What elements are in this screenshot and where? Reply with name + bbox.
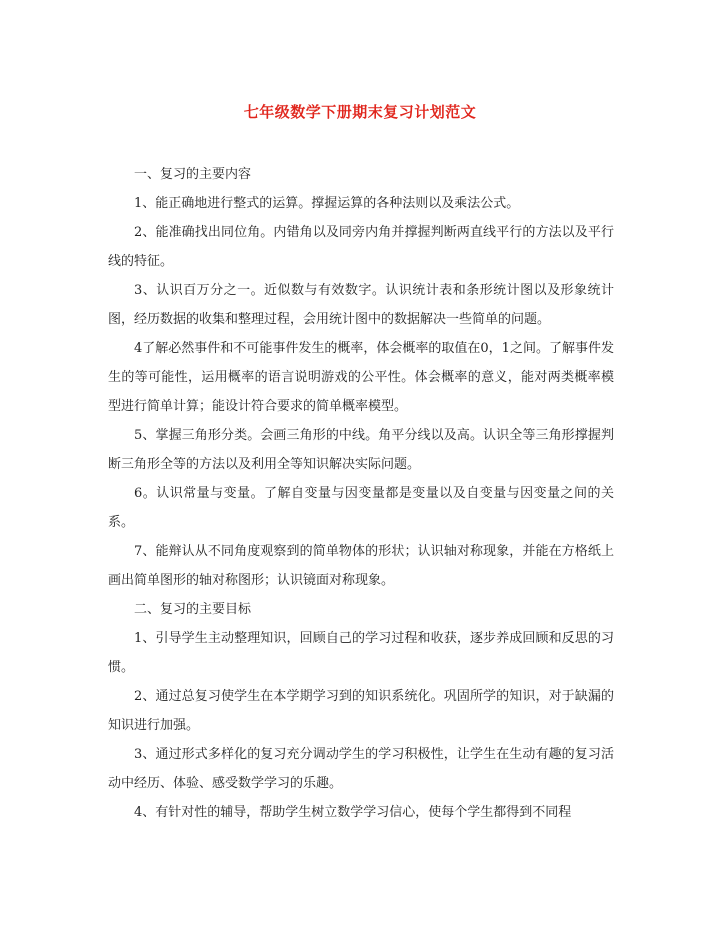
content-item-1: 1、能正确地进行整式的运算。撑握运算的各种法则以及乘法公式。 [134, 196, 520, 211]
content-item-7: 7、能辩认从不同角度观察到的简单物体的形状；认识轴对称现象，并能在方格纸上画出简单图形的轴对称图形；认识镜面对称现象。 [108, 544, 614, 588]
section-heading-goals: 二、复习的主要目标 [134, 602, 252, 617]
content-item-4: 4了解必然事件和不可能事件发生的概率，体会概率的取值在0，1之间。了解事件发生的等可能性，运用概率的语言说明游戏的公平性。体会概率的意义，能对两类概率模型进行简单计算；能设计符合要求的简单概率模型。 [108, 341, 614, 414]
document-title: 七年级数学下册期末复习计划范文 [243, 103, 477, 121]
goal-item-1: 1、引导学生主动整理知识，回顾自己的学习过程和收获，逐步养成回顾和反思的习惯。 [108, 631, 614, 675]
content-item-5: 5、掌握三角形分类。会画三角形的中线。角平分线以及高。认识全等三角形撑握判断三角形全等的方法以及利用全等知识解决实际问题。 [108, 428, 614, 472]
content-item-2: 2、能准确找出同位角。内错角以及同旁内角并撑握判断两直线平行的方法以及平行线的特征。 [108, 225, 614, 269]
document-body [108, 160, 614, 827]
content-item-3: 3、认识百万分之一。近似数与有效数字。认识统计表和条形统计图以及形象统计图，经历数据的收集和整理过程，会用统计图中的数据解决一些简单的问题。 [108, 283, 614, 327]
goal-item-2: 2、通过总复习使学生在本学期学习到的知识系统化。巩固所学的知识，对于缺漏的知识进行加强。 [108, 689, 614, 733]
goal-item-4: 4、有针对性的辅导，帮助学生树立数学学习信心，使每个学生都得到不同程 [134, 805, 572, 820]
goal-item-3: 3、通过形式多样化的复习充分调动学生的学习积极性，让学生在生动有趣的复习活动中经历、体验、感受数学学习的乐趣。 [108, 747, 614, 791]
content-item-6: 6。认识常量与变量。了解自变量与因变量都是变量以及自变量与因变量之间的关系。 [108, 486, 614, 530]
section-heading-content: 一、复习的主要内容 [134, 167, 252, 182]
